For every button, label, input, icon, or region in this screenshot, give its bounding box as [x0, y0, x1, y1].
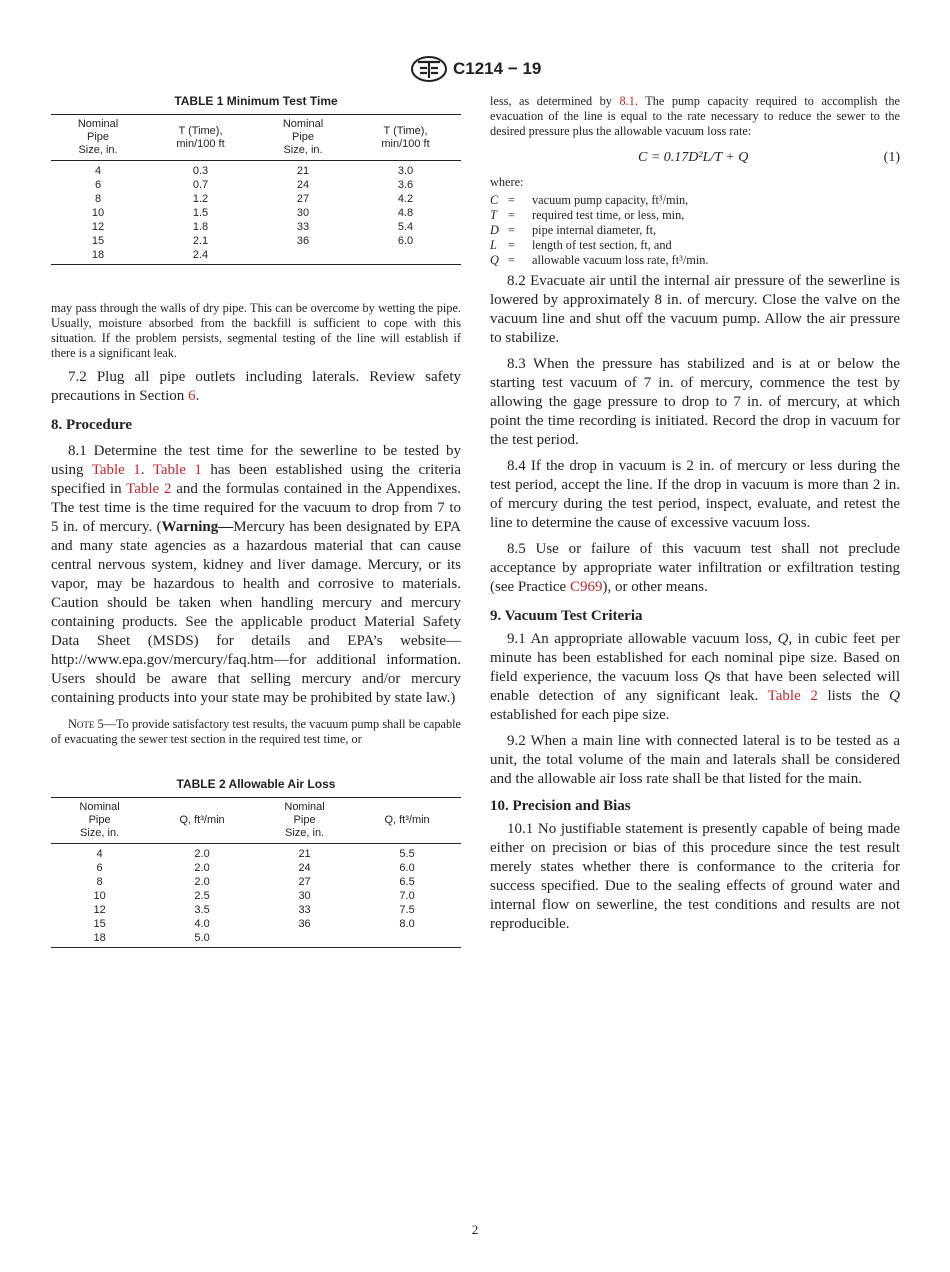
table2-header-2: Nominal Pipe Size, in. — [284, 801, 325, 839]
paragraph-8-3: 8.3 When the pressure has stabilized and is at or below the starting test vacuum of 7 in. of mercury, commence the test by allowing the gage pressure to drop to 7 in. of mercury, at which point the time recording is initiated. Record the drop in vacuum for the test period. — [490, 356, 900, 448]
note-5: Note 5—To provide satisfactory test results, the vacuum pump shall be capable of evacuating the sewer test section in the required test time, or — [51, 717, 461, 746]
table-row — [51, 917, 461, 931]
table-cell: 18 — [91, 249, 105, 261]
table-cell: 4.2 — [397, 193, 414, 205]
table-cell: 10 — [91, 207, 105, 219]
variable-definition — [490, 223, 900, 238]
table-row — [51, 234, 461, 248]
table-cell: 7.5 — [399, 904, 415, 916]
variable-sym: T — [490, 208, 497, 222]
table-cell: 4.0 — [194, 918, 210, 930]
variable-desc: length of test section, ft, and — [532, 238, 672, 252]
table-cell: 36 — [296, 235, 310, 247]
table2-title: TABLE 2 Allowable Air Loss — [176, 777, 336, 791]
section-6-link[interactable]: 6 — [188, 388, 196, 404]
variable-sym: C — [490, 193, 499, 207]
paragraph-8-1: 8.1 Determine the test time for the sewerline to be tested by using Table 1. Table 1 has been established using the criteria specified in Table 2 and the formulas contained in the Appendixes. The test time is the time required for the vacuum to drop from 7 to 5 in. of mercury. (Warning—Mercury has been designated by EPA and many state agencies as a hazardous material that can cause central nervous system, kidney and liver damage. Mercury, or its vapor, may be hazardous to health and corrosive to materials. Caution should be taken when handling mercury and mercury containing products. See the applicable product Material Safety Data Sheet (MSDS) for details and EPA’s website—http://www.epa.gov/mercury/faq.htm—for additional information. Users should be aware that selling mercury and/or mercury containing products into your state may be prohibited by state law.) — [51, 443, 461, 706]
document-code: C1214 − 19 — [453, 59, 542, 78]
variable-eq: = — [508, 253, 515, 267]
note-5-continued: less, as determined by 8.1. The pump capacity required to accomplish the evacuation of the line is equal to the rate necessary to reduce the sewer to the desired pressure plus the allowable vacuum loss rate: — [490, 94, 900, 138]
table-cell: 30 — [296, 207, 310, 219]
equation-1 — [490, 147, 900, 169]
table-row — [51, 844, 461, 862]
table-row — [51, 875, 461, 889]
table-cell: 5.4 — [397, 221, 414, 233]
table1-title: TABLE 1 Minimum Test Time — [174, 94, 338, 108]
table-cell: 7.0 — [399, 890, 415, 902]
paragraph-7-2: 7.2 Plug all pipe outlets including laterals. Review safety precautions in Section 6. — [51, 369, 461, 404]
paragraph-10-1: 10.1 No justifiable statement is presently capable of being made either on precision or bias of this procedure since the test result merely states whether there is conformance to the criteria for success specified. Due to the sealing effects of ground water and internal flow on sewerline, the test conditions and results are not reproducible. — [490, 821, 900, 932]
table-cell: 1.8 — [192, 221, 209, 233]
table-cell: 12 — [91, 221, 105, 233]
left-column — [51, 94, 461, 948]
table-cell: 8 — [94, 193, 102, 205]
table-cell — [256, 248, 350, 265]
variable-desc: pipe internal diameter, ft, — [532, 223, 657, 237]
variable-sym: D — [490, 223, 499, 237]
table-cell: 15 — [91, 235, 105, 247]
table-cell: 1.5 — [192, 207, 209, 219]
variable-eq: = — [508, 193, 515, 207]
table-cell: 4.8 — [397, 207, 414, 219]
right-column — [490, 94, 900, 934]
variable-definitions — [490, 193, 900, 268]
table1-header-3: T (Time), min/100 ft — [381, 124, 430, 150]
table-cell — [256, 931, 353, 948]
table-row — [51, 178, 461, 192]
section-10-heading: 10. Precision and Bias — [490, 798, 631, 814]
table-cell: 5.5 — [399, 848, 415, 860]
table-cell: 3.6 — [397, 179, 414, 191]
table-cell: 2.0 — [194, 876, 210, 888]
table-cell — [353, 931, 461, 948]
table-cell: 18 — [93, 932, 106, 944]
table-cell: 12 — [93, 904, 106, 916]
table-cell: 4 — [96, 848, 103, 860]
section-8-heading: 8. Procedure — [51, 417, 133, 433]
table-cell: 27 — [298, 876, 311, 888]
variable-desc: allowable vacuum loss rate, ft³/min. — [532, 253, 709, 267]
table2-header-3: Q, ft³/min — [384, 814, 430, 826]
table-cell: 21 — [296, 165, 310, 177]
variable-definition — [490, 253, 900, 268]
page-header — [0, 56, 950, 82]
table-cell: 6.0 — [399, 862, 415, 874]
table-cell: 2.0 — [194, 862, 210, 874]
c969-link[interactable]: C969 — [569, 579, 603, 595]
paragraph-9-1: 9.1 An appropriate allowable vacuum loss, Q, in cubic feet per minute has been established for each nominal pipe size. Based on field experience, the vacuum loss Qs that have been selected will enable detection of any significant leak. Table 2 lists the Q established for each pipe size. — [490, 631, 901, 723]
table-cell: 6.0 — [397, 235, 414, 247]
table-cell: 0.3 — [192, 165, 209, 177]
table-cell: 3.5 — [194, 904, 210, 916]
variable-definition — [490, 193, 900, 208]
table-cell: 3.0 — [397, 165, 414, 177]
table-cell: 24 — [298, 862, 311, 874]
table-cell: 8.0 — [399, 918, 415, 930]
paragraph-8-5: 8.5 Use or failure of this vacuum test shall not preclude acceptance by appropriate water infiltration or exfiltration testing (see Practice C969), or other means. — [490, 541, 900, 595]
table-cell — [350, 248, 461, 265]
table-row — [51, 248, 461, 265]
page-number: 2 — [471, 1222, 479, 1237]
table-row — [51, 161, 461, 179]
table-cell: 33 — [298, 904, 311, 916]
variable-definition — [490, 208, 900, 223]
variable-eq: = — [508, 208, 515, 222]
paragraph-8-2: 8.2 Evacuate air until the internal air pressure of the sewerline is lowered by approximately 8 in. of mercury. Close the valve on the vacuum line and shut off the vacuum pump. Allow the air pressure to stabilize. — [490, 273, 900, 346]
equation-number: (1) — [883, 150, 900, 165]
table-cell: 6.5 — [399, 876, 415, 888]
table-row — [51, 903, 461, 917]
table-cell: 27 — [296, 193, 310, 205]
table-row — [51, 861, 461, 875]
table1-link[interactable]: Table 1 — [91, 462, 141, 478]
table2-header-0: Nominal Pipe Size, in. — [79, 801, 120, 839]
variable-eq: = — [508, 238, 515, 252]
table-cell: 4 — [94, 165, 102, 177]
table1-header-2: Nominal Pipe Size, in. — [282, 118, 324, 156]
table-cell: 30 — [298, 890, 311, 902]
paragraph-9-2: 9.2 When a main line with connected lateral is to be tested as a unit, the total volume of the main and laterals shall be considered and the allowable air loss rate shall be that listed for the main. — [490, 733, 900, 787]
variable-sym: Q — [490, 253, 499, 267]
table-row — [51, 192, 461, 206]
table-cell: 2.5 — [194, 890, 210, 902]
table2-header-1: Q, ft³/min — [179, 814, 225, 826]
table-row — [51, 931, 461, 948]
paragraph-7-1-continued: may pass through the walls of dry pipe. This can be overcome by wetting the pipe. Usually, moisture absorbed from the backfill is sufficient to cope with this situation. If the problem persists, segmental testing of the line will establish if there is a significant leak. — [51, 301, 461, 360]
table-cell: 0.7 — [192, 179, 209, 191]
table-cell: 33 — [296, 221, 310, 233]
variable-eq: = — [508, 223, 515, 237]
table2-allowable-air-loss — [51, 797, 461, 948]
table-cell: 5.0 — [194, 932, 210, 944]
section-8-1-link[interactable]: 8.1 — [619, 94, 635, 108]
table-row — [51, 220, 461, 234]
table1-minimum-test-time — [51, 114, 461, 265]
table-row — [51, 889, 461, 903]
variable-sym: L — [490, 238, 497, 252]
table-cell: 2.4 — [192, 249, 209, 261]
equation-formula: C = 0.17D²L/T + Q — [638, 150, 749, 165]
where-label: where: — [490, 175, 524, 189]
variable-definition — [490, 238, 900, 253]
table-cell: 15 — [93, 918, 106, 930]
table-cell: 2.1 — [192, 235, 209, 247]
variable-desc: required test time, or less, min, — [532, 208, 685, 222]
variable-desc: vacuum pump capacity, ft³/min, — [532, 193, 689, 207]
section-9-heading: 9. Vacuum Test Criteria — [490, 608, 643, 624]
table-cell: 1.2 — [192, 193, 209, 205]
table-row — [51, 206, 461, 220]
table-cell: 10 — [93, 890, 106, 902]
table2-link[interactable]: Table 2 — [126, 481, 172, 497]
paragraph-8-4: 8.4 If the drop in vacuum is 2 in. of mercury or less during the test period, accept the line. If the drop in vacuum is more than 2 in. of mercury during the test period, inspect, evaluate, and retest the line to determine the cause of excessive vacuum loss. — [490, 458, 900, 531]
table-cell: 36 — [298, 918, 311, 930]
table1-header-1: T (Time), min/100 ft — [176, 124, 225, 150]
table-cell: 6 — [96, 862, 103, 874]
astm-logo-icon — [410, 56, 448, 82]
table-cell: 21 — [298, 848, 311, 860]
table1-header-0: Nominal Pipe Size, in. — [77, 118, 119, 156]
table-cell: 24 — [296, 179, 310, 191]
table-cell: 2.0 — [194, 848, 210, 860]
table2-link-right[interactable]: Table 2 — [767, 688, 818, 704]
table1-link-2[interactable]: Table 1 — [152, 462, 202, 478]
table-cell: 8 — [96, 876, 103, 888]
table-cell: 6 — [94, 179, 102, 191]
